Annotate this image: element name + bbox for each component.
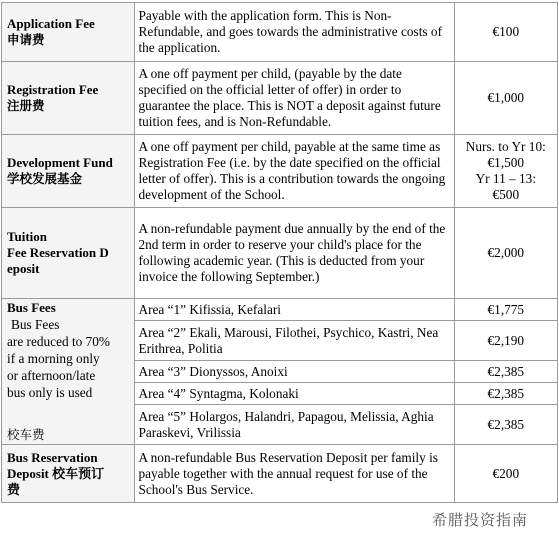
fee-amount: €1,000 — [454, 62, 557, 135]
fee-name-line: eposit — [7, 261, 40, 276]
bus-area-amount: €2,190 — [454, 321, 557, 361]
spacer — [7, 401, 131, 427]
fee-name-en: Application Fee — [7, 16, 95, 31]
bus-fees-name-cell — [2, 299, 135, 445]
fee-name-en: Development Fund — [7, 155, 113, 170]
fee-description: A one off payment per child, (payable by the date specified on the official letter of offer) in order to guarantee the place. This is NOT a deposit against future tuition fees, and is Non-Refundable. — [135, 62, 454, 135]
fee-description: A non-refundable Bus Reservation Deposit per family is payable together with the annual request for use of the School's Bus Service. — [135, 445, 454, 503]
fee-name-en: Registration Fee — [7, 82, 99, 97]
fee-name-line: Tuition — [7, 229, 47, 244]
fee-description: Payable with the application form. This is Non-Refundable, and goes towards the administrative costs of the application. — [135, 3, 454, 62]
bus-note-line: if a morning only — [7, 351, 100, 366]
table-row — [2, 299, 558, 321]
bus-note-line: are reduced to 70% — [7, 334, 110, 349]
fee-name-cell — [2, 208, 135, 299]
bus-area-label: Area “3” Dionyssos, Anoixi — [135, 361, 454, 383]
bus-area-amount: €2,385 — [454, 383, 557, 405]
fee-amount: €200 — [454, 445, 557, 503]
bus-area-amount: €2,385 — [454, 361, 557, 383]
table-row — [2, 135, 558, 208]
bus-note-line: or afternoon/late — [7, 368, 96, 383]
amount-line: Nurs. to Yr 10: — [465, 139, 546, 154]
bus-area-amount: €2,385 — [454, 405, 557, 445]
fee-name-zh: 申请费 — [7, 32, 45, 47]
fee-description: A non-refundable payment due annually by the end of the 2nd term in order to reserve your child's place for the following academic year. (This is deducted from your invoice the following September.) — [135, 208, 454, 299]
amount-line: €500 — [492, 187, 520, 202]
fee-name-cell — [2, 3, 135, 62]
fee-amount — [454, 135, 557, 208]
fee-name-cell — [2, 62, 135, 135]
bus-area-amount: €1,775 — [454, 299, 557, 321]
bus-fees-title: Bus Fees — [7, 300, 56, 315]
fee-table — [1, 2, 558, 503]
bus-note-line: bus only is used — [7, 385, 93, 400]
fee-name-zh: 学校发展基金 — [7, 171, 83, 186]
bus-fees-note — [7, 316, 131, 401]
bus-area-label: Area “1” Kifissia, Kefalari — [135, 299, 454, 321]
fee-name-cell — [2, 135, 135, 208]
table-row — [2, 208, 558, 299]
fee-name-line: Deposit 校车预订 — [7, 465, 105, 481]
fee-amount: €2,000 — [454, 208, 557, 299]
fee-name-line: 费 — [7, 481, 21, 497]
table-row — [2, 3, 558, 62]
bus-fees-name-zh: 校车费 — [7, 427, 45, 442]
bus-note-line: Bus Fees — [11, 317, 60, 332]
amount-line: Yr 11 – 13: — [475, 171, 537, 186]
fee-name-cell — [2, 445, 135, 503]
bus-area-label: Area “4” Syntagma, Kolonaki — [135, 383, 454, 405]
fee-name-line: Fee Reservation D — [7, 245, 109, 260]
fee-name-zh: 注册费 — [7, 98, 45, 113]
fee-amount: €100 — [454, 3, 557, 62]
bus-area-label: Area “2” Ekali, Marousi, Filothei, Psychico, Kastri, Nea Erithrea, Politia — [135, 321, 454, 361]
bus-area-label: Area “5” Holargos, Halandri, Papagou, Melissia, Aghia Paraskevi, Vrilissia — [135, 405, 454, 445]
fee-name-line: Bus Reservation — [7, 449, 98, 465]
fee-description: A one off payment per child, payable at the same time as Registration Fee (i.e. by the date specified on the official letter of offer). This is a contribution towards the ongoing development of the School. — [135, 135, 454, 208]
watermark-text: 希腊投资指南 — [432, 511, 529, 529]
table-row — [2, 445, 558, 503]
amount-line: €1,500 — [487, 155, 525, 170]
table-row — [2, 62, 558, 135]
